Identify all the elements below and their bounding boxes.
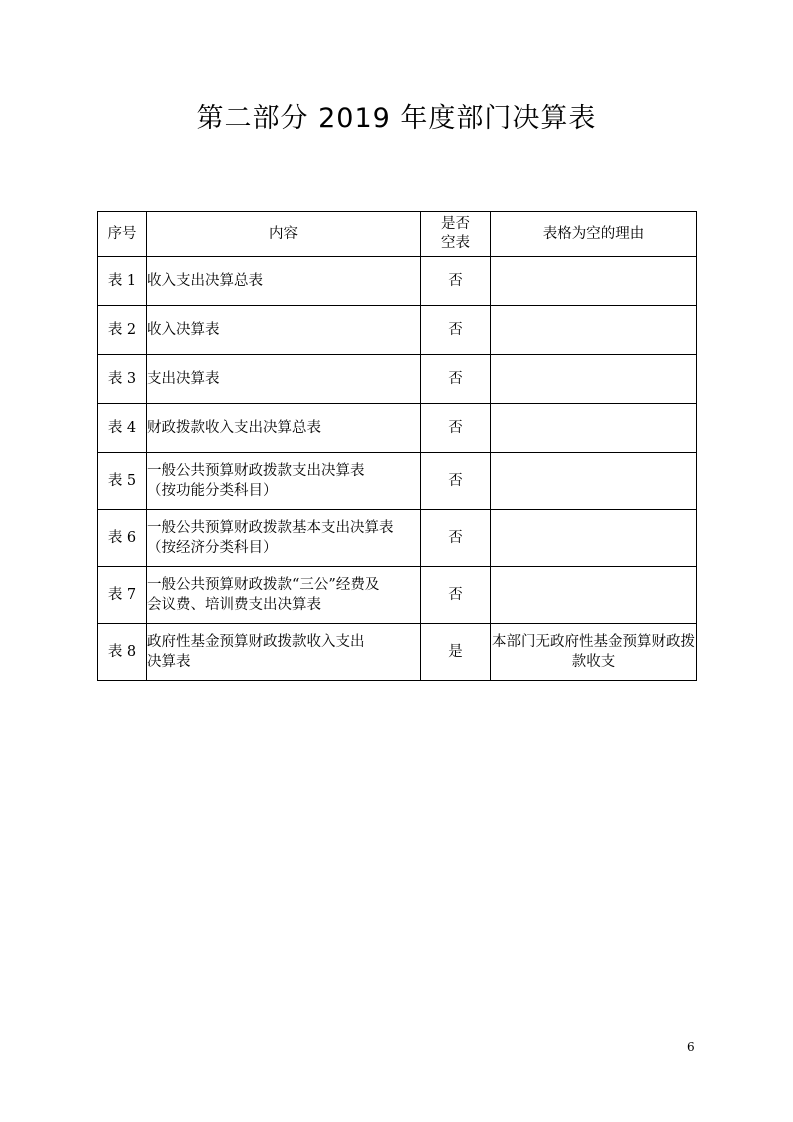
row-reason [491, 404, 697, 453]
row-number: 表 2 [98, 306, 147, 355]
table-row [98, 355, 697, 404]
row-reason [491, 355, 697, 404]
row-content: 收入支出决算总表 [147, 257, 421, 306]
table-row [98, 453, 697, 510]
row-number: 表 7 [98, 567, 147, 624]
row-reason [491, 257, 697, 306]
row-reason [491, 306, 697, 355]
header-reason: 表格为空的理由 [491, 212, 697, 257]
header-no: 序号 [98, 212, 147, 257]
row-number: 表 3 [98, 355, 147, 404]
table-header-row [98, 212, 697, 257]
row-number: 表 1 [98, 257, 147, 306]
row-is-empty: 否 [421, 567, 491, 624]
row-is-empty: 否 [421, 404, 491, 453]
row-is-empty: 否 [421, 355, 491, 404]
row-content: 财政拨款收入支出决算总表 [147, 404, 421, 453]
header-content: 内容 [147, 212, 421, 257]
table-row [98, 404, 697, 453]
table-row [98, 624, 697, 681]
row-is-empty: 否 [421, 510, 491, 567]
row-reason [491, 453, 697, 510]
page-number: 6 [687, 1040, 695, 1054]
row-is-empty: 否 [421, 257, 491, 306]
row-number: 表 6 [98, 510, 147, 567]
table-row [98, 306, 697, 355]
row-reason [491, 510, 697, 567]
row-is-empty: 否 [421, 453, 491, 510]
row-number: 表 5 [98, 453, 147, 510]
row-reason: 本部门无政府性基金预算财政拨 款收支 [491, 624, 697, 681]
row-content: 一般公共预算财政拨款基本支出决算表 （按经济分类科目） [147, 510, 421, 567]
row-is-empty: 否 [421, 306, 491, 355]
row-content: 一般公共预算财政拨款“三公”经费及 会议费、培训费支出决算表 [147, 567, 421, 624]
table-row [98, 257, 697, 306]
row-content: 支出决算表 [147, 355, 421, 404]
row-number: 表 8 [98, 624, 147, 681]
row-content: 一般公共预算财政拨款支出决算表 （按功能分类科目） [147, 453, 421, 510]
row-is-empty: 是 [421, 624, 491, 681]
row-number: 表 4 [98, 404, 147, 453]
header-is-empty: 是否 空表 [421, 212, 491, 257]
final-accounts-table [97, 211, 697, 681]
row-reason [491, 567, 697, 624]
table-row [98, 510, 697, 567]
row-content: 政府性基金预算财政拨款收入支出 决算表 [147, 624, 421, 681]
page-title: 第二部分 2019 年度部门决算表 [196, 103, 597, 134]
table-row [98, 567, 697, 624]
row-content: 收入决算表 [147, 306, 421, 355]
